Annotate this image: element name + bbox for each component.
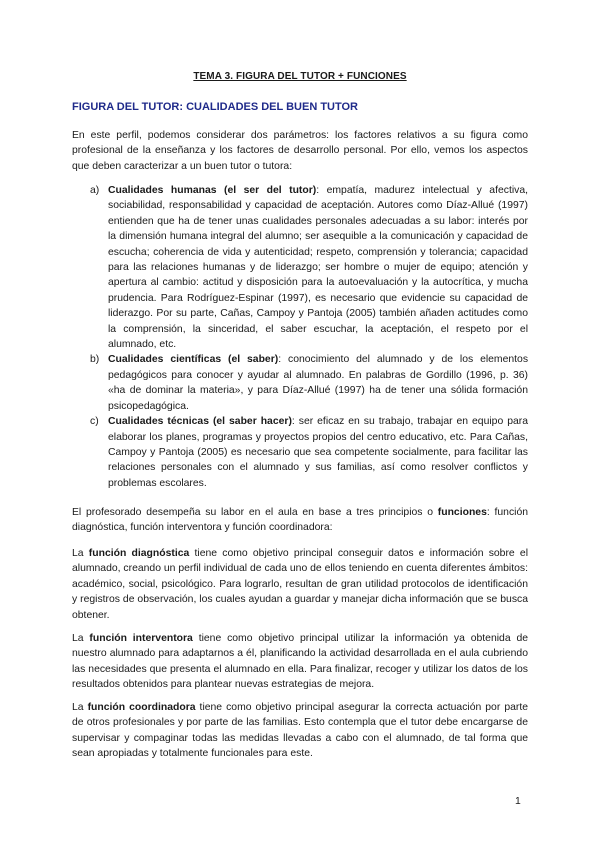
list-item: [90, 414, 528, 491]
page-title: TEMA 3. FIGURA DEL TUTOR + FUNCIONES: [193, 71, 407, 82]
intro-paragraph: En este perfil, podemos considerar dos parámetros: los factores relativos a su figura como profesional de la enseñanza y los factores de desarrollo personal. Por ello, vemos los aspectos que deben caracterizar a un buen tutor o tutora:: [72, 130, 528, 172]
functions-text-before: El profesorado desempeña su labor en el aula en base a tres principios o: [72, 507, 438, 518]
list-item-heading: Cualidades científicas (el saber): [108, 354, 279, 366]
list-item-text: : conocimiento del alumnado y de los elementos pedagógicos para conocer y ayudar al alumnado. En palabras de Gordillo (1996, p. 36) «ha de dominar la materia», y para Díaz-Allué (1997) ha de tener una sólida formación psicopedagógica.: [108, 354, 529, 412]
coordinating-text-after: tiene como objetivo principal asegurar la correcta actuación por parte de otros profesionales y por parte de las familias. Esto contempla que el tutor debe encargarse de supervisar y compaginar todas las medidas llevadas a cabo con el alumnado, de tal forma que sean apropiadas y totalmente funcionales para este.: [72, 702, 529, 760]
interventional-text-before: La: [72, 633, 90, 644]
list-marker: b): [90, 354, 100, 366]
functions-paragraph: [72, 505, 528, 536]
qualities-list: [90, 183, 528, 491]
list-marker: c): [90, 416, 99, 428]
list-item: [90, 352, 528, 414]
diagnostic-function-paragraph: [72, 546, 528, 623]
list-item-text: : empatía, madurez intelectual y afectiva, sociabilidad, responsabilidad y capacidad de aceptación. Autores como Díaz-Allué (1997) entienden que ha de tener unas cualidades personales adecuadas a su labor: interés por la dimensión humana integral del alumno; ser asequible a la comunicación y capacidad de escucha; coherencia de vida y autenticidad; respeto, comprensión y tolerancia; capacidad para las relaciones humanas y de liderazgo; ser hombre o mujer de equipo; atención y apertura al cambio: actitud y disposición para la autoevaluación y la autocrítica, y mucha prudencia. Para Rodríguez-Espinar (1997), es necesario que evidencie su capacidad de liderazgo. Por su parte, Cañas, Campoy y Pantoja (2005) también añaden actitudes como la comprensión, la sinceridad, el saber escuchar, la aceptación, el respeto por el alumnado, etc.: [108, 185, 529, 351]
section-heading: FIGURA DEL TUTOR: CUALIDADES DEL BUEN TUTOR: [72, 101, 359, 113]
interventional-function-paragraph: [72, 631, 528, 693]
coordinating-text-before: La: [72, 702, 88, 713]
interventional-bold: función interventora: [89, 633, 193, 644]
functions-text-after: : función diagnóstica, función interventora y función coordinadora:: [72, 507, 529, 534]
diagnostic-text-after: tiene como objetivo principal conseguir datos e información sobre el alumnado, creando un perfil individual de cada uno de ellos teniendo en cuenta diferentes ámbitos: académico, social, psicológico. Para lograrlo, resultan de gran utilidad protocolos de identificación y registros de observación, los cuales ayudan a guardar y manejar dicha información que se busca obtener.: [72, 548, 529, 621]
coordinating-bold: función coordinadora: [87, 702, 196, 713]
interventional-text-after: tiene como objetivo principal utilizar la información ya obtenida de nuestro alumnado para adaptarnos a él, planificando la actividad desarrollada en el aula cubriendo las necesidades que presenta el alumnado en ella. Para finalizar, recoger y utilizar los datos de los resultados obtenidos para plantear nuevas estrategias de mejora.: [72, 633, 529, 691]
list-item-heading: Cualidades humanas (el ser del tutor): [108, 185, 317, 196]
list-marker: a): [90, 185, 100, 196]
coordinating-function-paragraph: [72, 700, 528, 762]
list-item-text: : ser eficaz en su trabajo, trabajar en equipo para elaborar los planes, programas y proyectos propios del centro educativo, etc. Para Cañas, Campoy y Pantoja (2005) es necesario que sea competente socialmente, para facilitar las relaciones personales con el alumnado y sus familias, así como resolver conflictos y problemas escolares.: [108, 416, 528, 489]
diagnostic-bold: función diagnóstica: [88, 548, 190, 559]
list-item-heading: Cualidades técnicas (el saber hacer): [108, 416, 292, 428]
list-item: [90, 183, 528, 352]
functions-bold: funciones: [437, 507, 487, 518]
diagnostic-text-before: La: [72, 548, 89, 559]
page-number: 1: [515, 796, 521, 807]
